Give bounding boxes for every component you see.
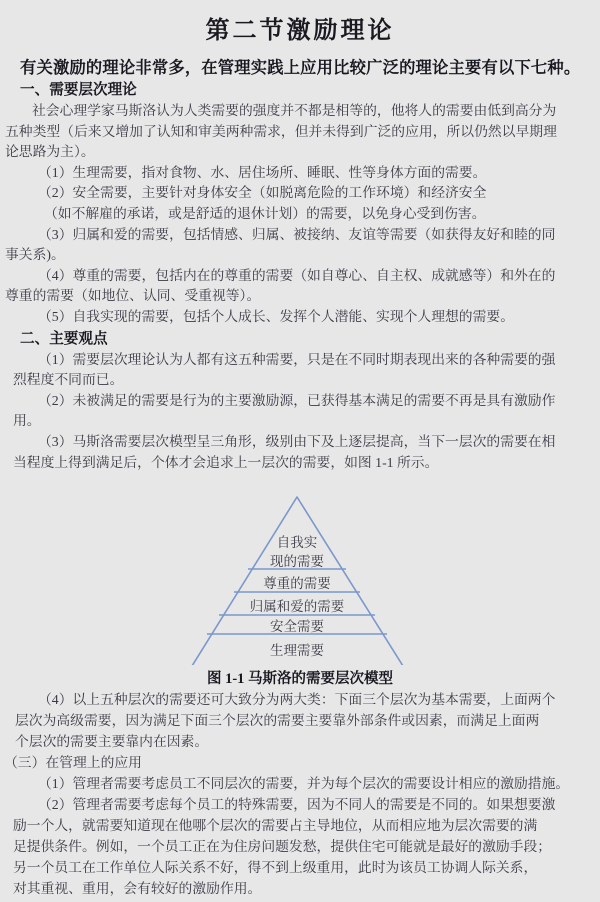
- section-heading-2: 二、主要观点: [20, 330, 108, 347]
- list-item-line: （3）马斯洛需要层次模型呈三角形，级别由下及上逐层提高，当下一层次的需要在相: [38, 433, 556, 449]
- pyramid-level-label: 归属和爱的需要: [249, 599, 345, 615]
- list-item-line: 足提供条件。例如，一个员工正在为住房问题发愁，提供住宅可能就是最好的激励手段；: [13, 839, 552, 855]
- pyramid-level-label: 生理需要: [270, 643, 324, 659]
- paragraph-line: 层次为高级需要，因为满足下面三个层次的需要主要靠外部条件或因素，而满足上面两: [15, 713, 540, 729]
- list-item-line: 励一个人，就需要知道现在他哪个层次的需要占主导地位，从而相应地为层次需要的满: [13, 818, 538, 834]
- list-item-line: 对其重视、重用，会有较好的激励作用。: [13, 881, 262, 897]
- section-heading-1: 一、需要层次理论: [20, 82, 137, 98]
- page-title: 第二节激励理论: [205, 18, 395, 44]
- pyramid-level-label: 尊重的需要: [263, 576, 331, 592]
- pyramid-level-label: 自我实: [276, 535, 318, 551]
- list-item-line: （5）自我实现的需要，包括个人成长、发挥个人潜能、实现个人理想的需要。: [38, 308, 514, 324]
- paragraph-line: 个层次的需要主要靠内在因素。: [15, 734, 209, 750]
- list-item-line: 用。: [13, 413, 41, 429]
- section-heading-3: （三）在管理上的应用: [4, 755, 142, 771]
- paragraph-line: 五种类型（后来又增加了认知和审美两种需求，但并未得到广泛的应用，所以仍然以早期理: [5, 123, 557, 139]
- maslow-pyramid-figure: [0, 473, 600, 665]
- list-item-line: （如不解雇的承诺，或是舒适的退休计划）的需要，以免身心受到伤害。: [44, 205, 486, 221]
- pyramid-level-label: 现的需要: [270, 554, 324, 570]
- list-item-line: （4）尊重的需要，包括内在的尊重的需要（如自尊心、自主权、成就感等）和外在的: [38, 267, 556, 283]
- list-item-line: （2）安全需要，主要针对身体安全（如脱离危险的工作环境）和经济安全: [38, 185, 487, 201]
- list-item-line: （1）需要层次理论认为人都有这五种需要，只是在不同时期表现出来的各种需要的强: [38, 351, 556, 367]
- paragraph-line: （4）以上五种层次的需要还可大致分为两大类：下面三个层次为基本需要，上面两个: [38, 692, 556, 708]
- paragraph-line: 社会心理学家马斯洛认为人类需要的强度并不都是相等的，他将人的需要由低到高分为: [32, 103, 557, 118]
- list-item-line: 事关系)。: [5, 247, 65, 263]
- list-item-line: （3）归属和爱的需要，包括情感、归属、被接纳、友谊等需要（如获得友好和睦的同: [38, 226, 556, 242]
- list-item-line: （2）未被满足的需要是行为的主要激励源，已获得基本满足的需要不再是具有激励作: [38, 392, 556, 408]
- figure-caption: 图 1-1 马斯洛的需要层次模型: [206, 671, 394, 688]
- bottom-section: [0, 689, 600, 899]
- pyramid-level-label: 安全需要: [270, 619, 324, 635]
- list-item-line: （2）管理者需要考虑每个员工的特殊需要，因为不同人的需要是不同的。如果想要激: [38, 797, 556, 813]
- list-item-line: 烈程度不同而已。: [13, 372, 124, 388]
- list-item-line: 尊重的需要（如地位、认同、受重视等）。: [5, 288, 261, 304]
- intro-paragraph: 有关激励的理论非常多，在管理实践上应用比较广泛的理论主要有以下七种。: [20, 58, 581, 77]
- list-item-line: 另一个员工在工作单位人际关系不好，得不到上级重用，此时为该员工协调人际关系，: [13, 860, 538, 876]
- list-item-line: （1）生理需要，指对食物、水、居住场所、睡眠、性等身体方面的需要。: [38, 164, 487, 180]
- list-item-line: 当程度上得到满足后，个体才会追求上一层次的需要，如图 1-1 所示。: [13, 454, 439, 470]
- paragraph-line: 论思路为主）。: [5, 144, 95, 160]
- list-item-line: （1）管理者需要考虑员工不同层次的需要，并为每个层次的需要设计相应的激励措施。: [38, 776, 570, 792]
